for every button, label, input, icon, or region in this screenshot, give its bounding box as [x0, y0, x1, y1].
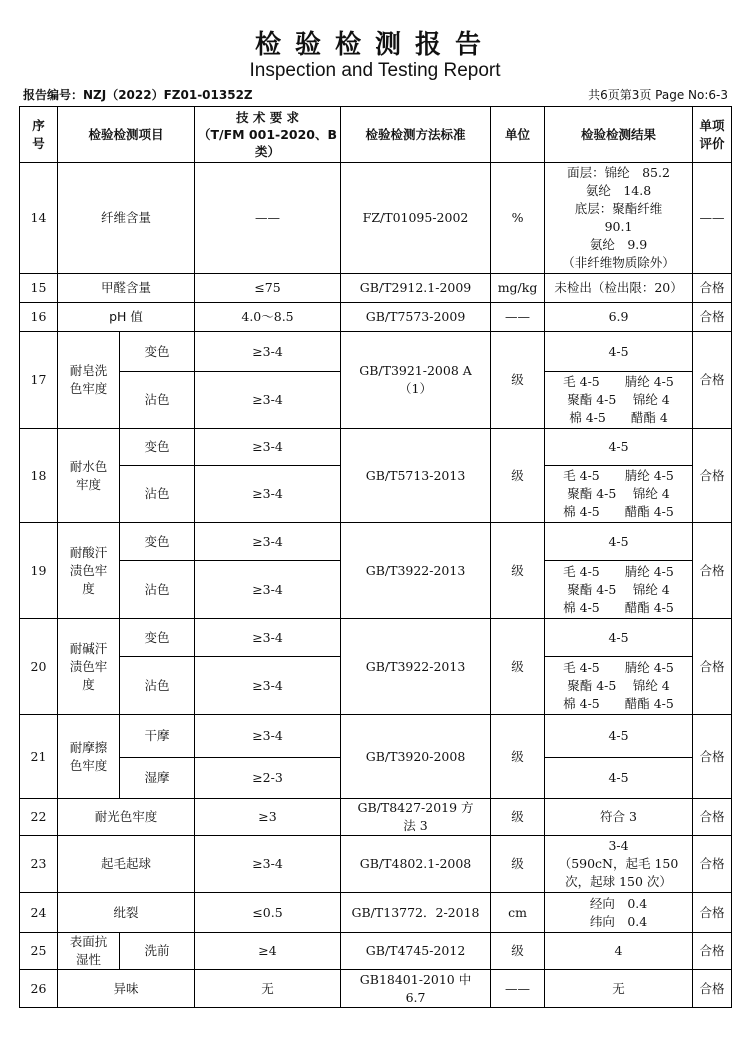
row-result: 4-5: [545, 332, 693, 372]
row-no: 26: [20, 970, 58, 1008]
table-row: [20, 970, 732, 1008]
row-result: 3-4 （590cN，起毛 150 次，起球 150 次）: [545, 836, 693, 893]
row-subitem: 沾色: [120, 372, 195, 429]
row-evaluation: 合格: [693, 332, 732, 429]
row-requirement: 无: [195, 970, 341, 1008]
row-method: GB/T8427-2019 方 法 3: [341, 799, 491, 836]
row-result: 6.9: [545, 303, 693, 332]
table-row: [20, 163, 732, 274]
row-result: 毛 4-5 腈纶 4-5 聚酯 4-5 锦纶 4 棉 4-5 醋酯 4-5: [545, 561, 693, 619]
results-table: [19, 106, 732, 1008]
row-method: FZ/T01095-2002: [341, 163, 491, 274]
row-method: GB/T13772．2-2018: [341, 893, 491, 933]
report-meta: [23, 86, 728, 104]
row-evaluation: 合格: [693, 970, 732, 1008]
row-requirement: ≤75: [195, 274, 341, 303]
row-method: GB/T4745-2012: [341, 933, 491, 970]
table-row: [20, 893, 732, 933]
row-result: 4-5: [545, 758, 693, 799]
row-no: 15: [20, 274, 58, 303]
row-method: GB18401-2010 中 6.7: [341, 970, 491, 1008]
row-result: 4: [545, 933, 693, 970]
row-item: 起毛起球: [58, 836, 195, 893]
row-requirement: 4.0～8.5: [195, 303, 341, 332]
row-result: 毛 4-5 腈纶 4-5 聚酯 4-5 锦纶 4 棉 4-5 醋酯 4-5: [545, 657, 693, 715]
report-number: 报告编号：NZJ（2022）FZ01-01352Z: [23, 88, 253, 102]
row-result: 无: [545, 970, 693, 1008]
row-subitem: 变色: [120, 429, 195, 466]
row-requirement: ≥3-4: [195, 715, 341, 758]
row-evaluation: 合格: [693, 619, 732, 715]
row-subitem: 沾色: [120, 657, 195, 715]
row-subitem: 洗前: [120, 933, 195, 970]
row-no: 18: [20, 429, 58, 523]
row-requirement: ≥3-4: [195, 332, 341, 372]
row-evaluation: 合格: [693, 274, 732, 303]
row-item: 纤维含量: [58, 163, 195, 274]
row-requirement: ≥3-4: [195, 429, 341, 466]
row-unit: 级: [491, 619, 545, 715]
row-no: 17: [20, 332, 58, 429]
row-no: 23: [20, 836, 58, 893]
row-item: 耐光色牢度: [58, 799, 195, 836]
col-requirement: 技 术 要 求 （T/FM 001-2020、B 类）: [195, 107, 341, 163]
row-subitem: 湿摩: [120, 758, 195, 799]
row-requirement: ≥3-4: [195, 372, 341, 429]
row-result: 4-5: [545, 429, 693, 466]
row-requirement: ≥3-4: [195, 619, 341, 657]
row-evaluation: 合格: [693, 933, 732, 970]
col-seq: 序 号: [20, 107, 58, 163]
row-requirement: ≥3-4: [195, 523, 341, 561]
row-item: 甲醛含量: [58, 274, 195, 303]
row-item: 耐摩擦 色牢度: [58, 715, 120, 799]
row-result: 经向 0.4 纬向 0.4: [545, 893, 693, 933]
row-evaluation: 合格: [693, 799, 732, 836]
row-evaluation: 合格: [693, 893, 732, 933]
row-requirement: ≥3-4: [195, 561, 341, 619]
row-subitem: 变色: [120, 332, 195, 372]
row-unit: 级: [491, 836, 545, 893]
row-unit: 级: [491, 715, 545, 799]
row-evaluation: 合格: [693, 429, 732, 523]
row-no: 16: [20, 303, 58, 332]
row-evaluation: 合格: [693, 715, 732, 799]
table-row: [20, 429, 732, 466]
row-unit: 级: [491, 332, 545, 429]
row-unit: 级: [491, 429, 545, 523]
row-unit: 级: [491, 933, 545, 970]
col-unit: 单位: [491, 107, 545, 163]
row-no: 21: [20, 715, 58, 799]
table-row: [20, 933, 732, 970]
row-requirement: ≥2-3: [195, 758, 341, 799]
report-title-en: Inspection and Testing Report: [249, 60, 501, 81]
row-item: 耐酸汗 渍色牢 度: [58, 523, 120, 619]
table-row: [20, 332, 732, 372]
row-evaluation: 合格: [693, 836, 732, 893]
row-subitem: 变色: [120, 619, 195, 657]
row-no: 24: [20, 893, 58, 933]
row-subitem: 沾色: [120, 561, 195, 619]
row-subitem: 干摩: [120, 715, 195, 758]
row-method: GB/T4802.1-2008: [341, 836, 491, 893]
row-evaluation: 合格: [693, 523, 732, 619]
row-result: 符合 3: [545, 799, 693, 836]
table-row: [20, 836, 732, 893]
table-row: [20, 274, 732, 303]
row-method: GB/T3921-2008 A （1）: [341, 332, 491, 429]
table-row: [20, 619, 732, 657]
col-method: 检验检测方法标准: [341, 107, 491, 163]
row-unit: mg/kg: [491, 274, 545, 303]
row-unit: cm: [491, 893, 545, 933]
row-evaluation: ——: [693, 163, 732, 274]
row-method: GB/T5713-2013: [341, 429, 491, 523]
row-subitem: 沾色: [120, 466, 195, 523]
row-result: 毛 4-5 腈纶 4-5 聚酯 4-5 锦纶 4 棉 4-5 醋酯 4-5: [545, 466, 693, 523]
row-no: 25: [20, 933, 58, 970]
row-item: 耐皂洗 色牢度: [58, 332, 120, 429]
row-unit: ——: [491, 303, 545, 332]
row-result: 面层：锦纶 85.2 氨纶 14.8 底层：聚酯纤维 90.1 氨纶 9.9 （非纤维物质除外）: [545, 163, 693, 274]
row-item: pH 值: [58, 303, 195, 332]
row-item: 耐水色 牢度: [58, 429, 120, 523]
row-requirement: ≥3-4: [195, 836, 341, 893]
report-title-cn: 检验检测报告: [254, 30, 495, 60]
table-row: [20, 799, 732, 836]
page-number: 共6页第3页 Page No:6-3: [588, 88, 728, 102]
row-method: GB/T3920-2008: [341, 715, 491, 799]
table-header: [20, 107, 732, 163]
row-result: 4-5: [545, 715, 693, 758]
row-requirement: ——: [195, 163, 341, 274]
row-result: 4-5: [545, 619, 693, 657]
row-unit: 级: [491, 523, 545, 619]
table-row: [20, 523, 732, 561]
row-evaluation: 合格: [693, 303, 732, 332]
row-requirement: ≥3: [195, 799, 341, 836]
row-method: GB/T2912.1-2009: [341, 274, 491, 303]
row-method: GB/T3922-2013: [341, 523, 491, 619]
col-result: 检验检测结果: [545, 107, 693, 163]
row-result: 毛 4-5 腈纶 4-5 聚酯 4-5 锦纶 4 棉 4-5 醋酯 4: [545, 372, 693, 429]
row-requirement: ≥3-4: [195, 657, 341, 715]
row-no: 22: [20, 799, 58, 836]
row-unit: 级: [491, 799, 545, 836]
table-row: [20, 715, 732, 758]
row-item: 异味: [58, 970, 195, 1008]
row-method: GB/T7573-2009: [341, 303, 491, 332]
row-method: GB/T3922-2013: [341, 619, 491, 715]
row-unit: ——: [491, 970, 545, 1008]
row-unit: %: [491, 163, 545, 274]
col-item: 检验检测项目: [58, 107, 195, 163]
row-result: 未检出（检出限：20）: [545, 274, 693, 303]
row-item: 耐碱汗 渍色牢 度: [58, 619, 120, 715]
row-result: 4-5: [545, 523, 693, 561]
row-requirement: ≥4: [195, 933, 341, 970]
row-no: 19: [20, 523, 58, 619]
col-evaluation: 单项 评价: [693, 107, 732, 163]
row-requirement: ≤0.5: [195, 893, 341, 933]
table-row: [20, 303, 732, 332]
row-item: 纰裂: [58, 893, 195, 933]
row-subitem: 变色: [120, 523, 195, 561]
row-no: 14: [20, 163, 58, 274]
row-no: 20: [20, 619, 58, 715]
row-item: 表面抗 湿性: [58, 933, 120, 970]
row-requirement: ≥3-4: [195, 466, 341, 523]
